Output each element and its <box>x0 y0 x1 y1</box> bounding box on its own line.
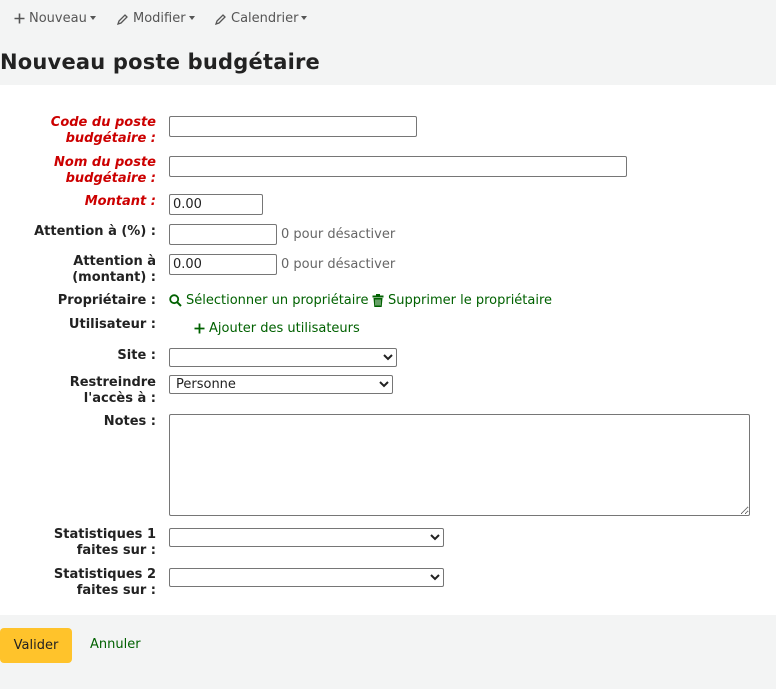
calendar-dropdown-button[interactable] <box>215 11 307 26</box>
stats1-select[interactable] <box>169 528 444 547</box>
warn-percent-input[interactable] <box>169 224 277 245</box>
name-label: Nom du poste budgétaire : <box>54 155 156 186</box>
warn-amount-input[interactable] <box>169 254 277 275</box>
warn-amount-hint: 0 pour désactiver <box>281 257 396 272</box>
restrict-label: Restreindre l'accès à : <box>69 375 156 406</box>
calendar-label: Calendrier <box>231 11 299 26</box>
warn-percent-label: Attention à (%) : <box>34 224 156 239</box>
stats2-select[interactable] <box>169 568 444 587</box>
pencil-icon <box>117 13 129 25</box>
code-label: Code du poste budgétaire : <box>50 115 156 146</box>
page-title: Nouveau poste budgétaire <box>0 50 320 74</box>
caret-down-icon <box>189 16 195 20</box>
search-icon <box>169 294 182 307</box>
cancel-link[interactable]: Annuler <box>90 637 141 652</box>
trash-icon <box>372 294 384 307</box>
select-owner-link[interactable]: Sélectionner un propriétaire <box>169 293 368 308</box>
toolbar <box>0 0 776 40</box>
name-input[interactable] <box>169 156 627 177</box>
new-label: Nouveau <box>29 11 87 26</box>
submit-button[interactable]: Valider <box>0 628 72 663</box>
plus-icon <box>194 323 205 334</box>
site-select[interactable] <box>169 348 397 367</box>
plus-icon <box>14 13 25 24</box>
owner-label: Propriétaire : <box>57 293 156 308</box>
remove-owner-link[interactable]: Supprimer le propriétaire <box>372 293 552 308</box>
caret-down-icon <box>301 16 307 20</box>
caret-down-icon <box>90 16 96 20</box>
warn-percent-hint: 0 pour désactiver <box>281 227 396 242</box>
edit-dropdown-button[interactable] <box>117 11 195 26</box>
users-label: Utilisateur : <box>68 317 156 332</box>
new-dropdown-button[interactable] <box>14 11 96 26</box>
edit-label: Modifier <box>133 11 186 26</box>
pencil-icon <box>215 13 227 25</box>
amount-input[interactable] <box>169 194 263 215</box>
amount-label: Montant : <box>84 194 156 209</box>
code-input[interactable] <box>169 116 417 137</box>
stats2-label: Statistiques 2 faites sur : <box>53 567 156 598</box>
site-label: Site : <box>117 348 156 363</box>
restrict-select[interactable] <box>169 375 393 394</box>
stats1-label: Statistiques 1 faites sur : <box>53 527 156 558</box>
warn-amount-label: Attention à (montant) : <box>72 254 156 285</box>
notes-label: Notes : <box>103 414 156 429</box>
add-users-link[interactable]: Ajouter des utilisateurs <box>194 321 360 336</box>
notes-textarea[interactable] <box>169 414 750 516</box>
